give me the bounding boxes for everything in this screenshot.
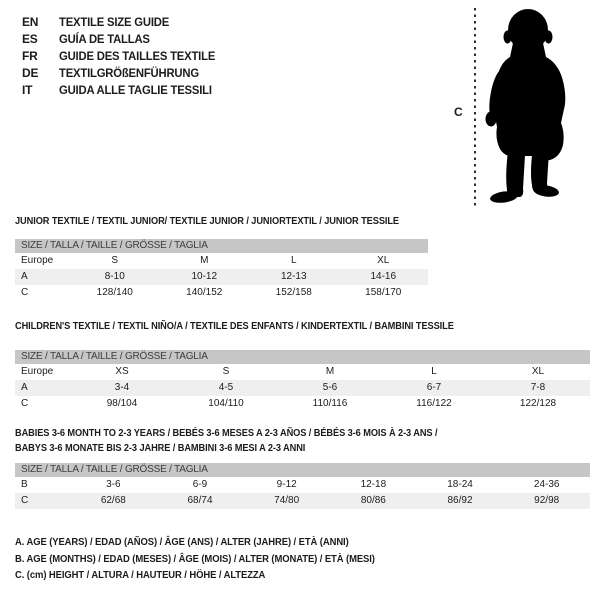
language-title: TEXTILGRÖßENFÜHRUNG: [59, 65, 199, 80]
table-cell: 6-7: [426, 382, 442, 393]
section-babies-textile: [15, 426, 590, 509]
table-cell: 74/80: [274, 495, 300, 506]
language-row: [22, 13, 225, 30]
table-cell: 152/158: [275, 287, 312, 298]
table-cell: S: [111, 255, 119, 266]
section-title-line: JUNIOR TEXTILE / TEXTIL JUNIOR/ TEXTILE JUNIOR / JUNIORTEXTIL / JUNIOR TESSILE: [15, 215, 400, 227]
table-cell: 12-18: [360, 479, 387, 490]
table-cell: 3-6: [106, 479, 121, 490]
table-cell: 9-12: [276, 479, 297, 490]
language-code: DE: [22, 65, 39, 80]
table-cell: 110/116: [312, 398, 348, 409]
language-row: [22, 47, 225, 64]
height-dotted-line: [474, 8, 476, 209]
section-title-line: CHILDREN'S TEXTILE / TEXTIL NIÑO/A / TEXTILE DES ENFANTS / KINDERTEXTIL / BAMBINI TESSILE: [15, 320, 454, 332]
table-cell: M: [200, 255, 209, 266]
baby-silhouette-icon: [480, 7, 572, 207]
language-row: [22, 30, 225, 47]
table-cell: 4-5: [218, 382, 234, 393]
language-code: IT: [22, 82, 33, 97]
language-code: ES: [22, 31, 38, 46]
table-cell: 92/98: [534, 495, 560, 506]
table-row: [15, 396, 590, 412]
height-measure-label: C: [454, 105, 463, 119]
table-cell: 6-9: [192, 479, 208, 490]
size-table-children: [15, 350, 590, 412]
language-title: GUIDA ALLE TAGLIE TESSILI: [59, 82, 212, 97]
row-label: C: [21, 287, 29, 298]
table-cell: 128/140: [96, 287, 133, 298]
language-code: FR: [22, 48, 38, 63]
row-label: C: [21, 495, 29, 506]
footnote-line: B. AGE (MONTHS) / EDAD (MESES) / ÂGE (MOIS) / ALTER (MONATE) / ETÀ (MESI): [15, 552, 375, 565]
row-label: Europe: [21, 255, 54, 266]
table-cell: 80/86: [360, 495, 386, 506]
section-title: [15, 215, 428, 228]
table-cell: L: [290, 255, 297, 266]
table-cell: 24-36: [533, 479, 560, 490]
table-row: [15, 285, 428, 301]
table-size-header: SIZE / TALLA / TAILLE / GRÖSSE / TAGLIA: [15, 350, 590, 364]
section-title: [15, 320, 590, 333]
table-row: [15, 364, 590, 380]
table-cell: 8-10: [104, 271, 125, 282]
table-cell: L: [431, 366, 437, 377]
table-cell: XL: [531, 366, 545, 377]
section-title-line: BABIES 3-6 MONTH TO 2-3 YEARS / BEBÉS 3-6 MESES A 2-3 AÑOS / BÉBÉS 3-6 MOIS À 2-3 ANS /: [15, 427, 438, 439]
footnote-line: C. (cm) HEIGHT / ALTURA / HAUTEUR / HÖHE / ALTEZZA: [15, 569, 266, 581]
table-row: [15, 493, 590, 509]
table-cell: 86/92: [447, 495, 473, 506]
table-cell: 68/74: [187, 495, 213, 506]
row-label: C: [21, 398, 29, 409]
table-cell: 98/104: [106, 398, 138, 409]
section-title: [15, 426, 590, 456]
table-cell: 5-6: [322, 382, 338, 393]
row-label: B: [21, 479, 28, 490]
table-row: [15, 253, 428, 269]
table-cell: 7-8: [530, 382, 546, 393]
table-cell: 12-13: [280, 271, 307, 282]
table-row: [15, 477, 590, 493]
row-label: A: [21, 271, 28, 282]
language-title: TEXTILE SIZE GUIDE: [59, 14, 170, 29]
height-figure: [440, 0, 600, 215]
size-table-babies: [15, 463, 590, 509]
language-title: GUÍA DE TALLAS: [59, 31, 150, 46]
table-cell: 18-24: [447, 479, 473, 490]
table-size-header: SIZE / TALLA / TAILLE / GRÖSSE / TAGLIA: [15, 239, 428, 253]
footnotes: [15, 534, 415, 584]
row-label: Europe: [21, 366, 54, 377]
table-cell: 116/122: [416, 398, 452, 409]
table-cell: 10-12: [191, 271, 218, 282]
table-cell: XS: [115, 366, 129, 377]
table-cell: 104/110: [208, 398, 244, 409]
section-junior-textile: [15, 215, 428, 301]
table-cell: XL: [377, 255, 390, 266]
language-row: [22, 81, 225, 98]
table-cell: 158/170: [365, 287, 402, 298]
section-title-line: BABYS 3-6 MONATE BIS 2-3 JAHRE / BAMBINI 3-6 MESI A 2-3 ANNI: [15, 442, 306, 454]
table-cell: 122/128: [519, 398, 557, 409]
language-title: GUIDE DES TAILLES TEXTILE: [59, 48, 216, 63]
language-code: EN: [22, 14, 39, 29]
table-row: [15, 380, 590, 396]
section-childrens-textile: [15, 320, 590, 412]
row-label: A: [21, 382, 28, 393]
language-list: [22, 13, 225, 98]
table-cell: 62/68: [100, 495, 126, 506]
size-table-junior: [15, 239, 428, 301]
footnote-line: A. AGE (YEARS) / EDAD (AÑOS) / ÂGE (ANS) / ALTER (JAHRE) / ETÀ (ANNI): [15, 536, 349, 548]
table-cell: M: [325, 366, 335, 377]
table-cell: S: [222, 366, 230, 377]
table-row: [15, 269, 428, 285]
table-cell: 14-16: [370, 271, 397, 282]
table-cell: 3-4: [114, 382, 130, 393]
language-row: [22, 64, 225, 81]
table-size-header: SIZE / TALLA / TAILLE / GRÖSSE / TAGLIA: [15, 463, 590, 477]
table-cell: 140/152: [186, 287, 223, 298]
